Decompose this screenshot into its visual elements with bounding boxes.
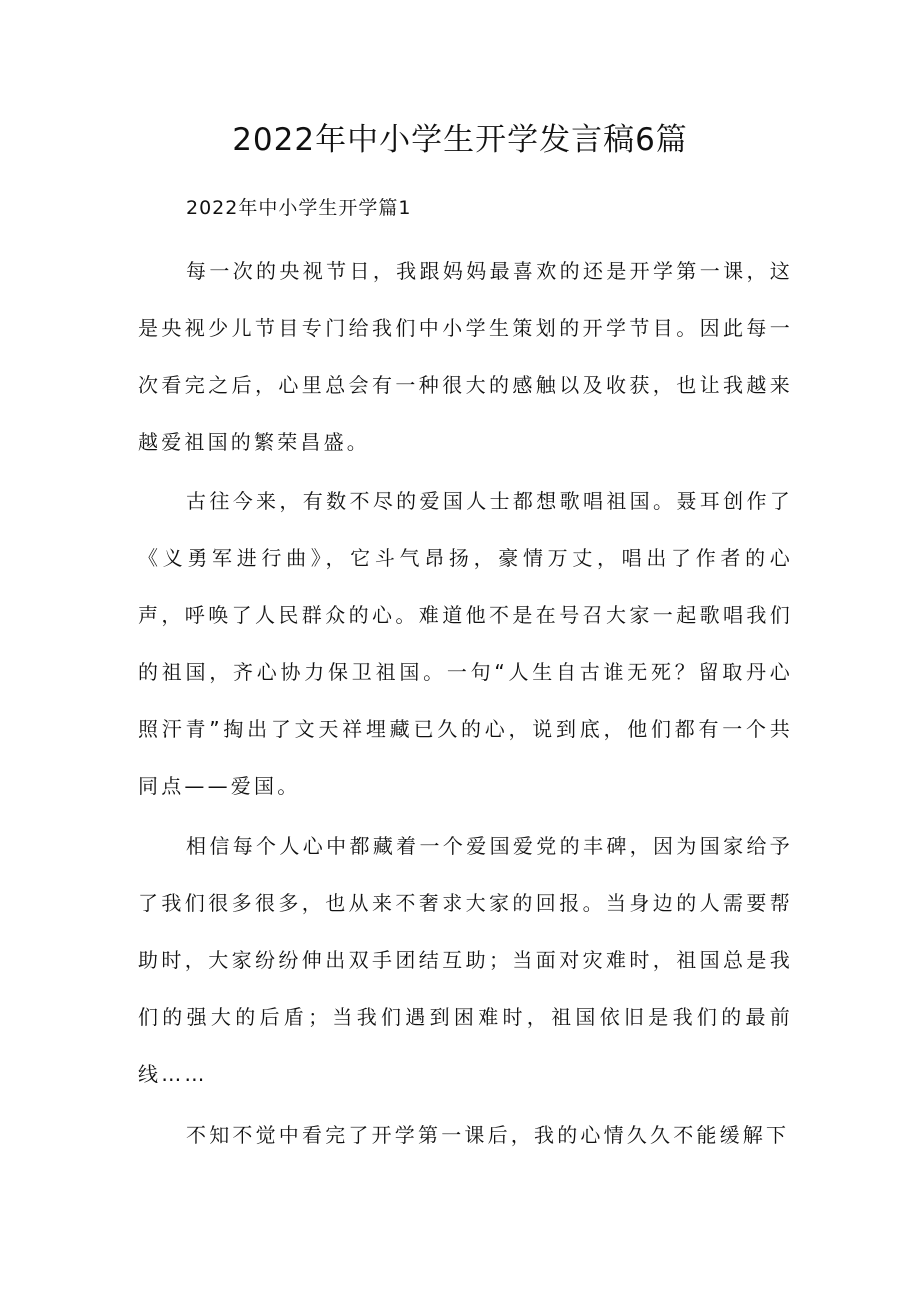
paragraph: 古往今来，有数不尽的爱国人士都想歌唱祖国。聂耳创作了《义勇军进行曲》，它斗气昂扬，豪情万丈，唱出了作者的心声，呼唤了人民群众的心。难道他不是在号召大家一起歌唱我们的祖国，齐心协力保卫祖国。一句“人生自古谁无死？留取丹心照汗青”掏出了文天祥埋藏已久的心，说到底，他们都有一个共同点——爱国。 <box>138 489 793 798</box>
document-title: 2022年中小学生开学发言稿6篇 <box>232 122 688 158</box>
section-heading: 2022年中小学生开学篇1 <box>186 197 412 219</box>
paragraph: 每一次的央视节日，我跟妈妈最喜欢的还是开学第一课，这是央视少儿节目专门给我们中小学生策划的开学节目。因此每一次看完之后，心里总会有一种很大的感触以及收获，也让我越来越爱祖国的繁荣昌盛。 <box>138 259 793 454</box>
paragraph: 不知不觉中看完了开学第一课后，我的心情久久不能缓解下 <box>186 1123 790 1147</box>
paragraph: 相信每个人心中都藏着一个爱国爱党的丰碑，因为国家给予了我们很多很多，也从来不奢求大家的回报。当身边的人需要帮助时，大家纷纷伸出双手团结互助；当面对灾难时，祖国总是我们的强大的后盾；当我们遇到困难时，祖国依旧是我们的最前线…… <box>138 834 793 1086</box>
